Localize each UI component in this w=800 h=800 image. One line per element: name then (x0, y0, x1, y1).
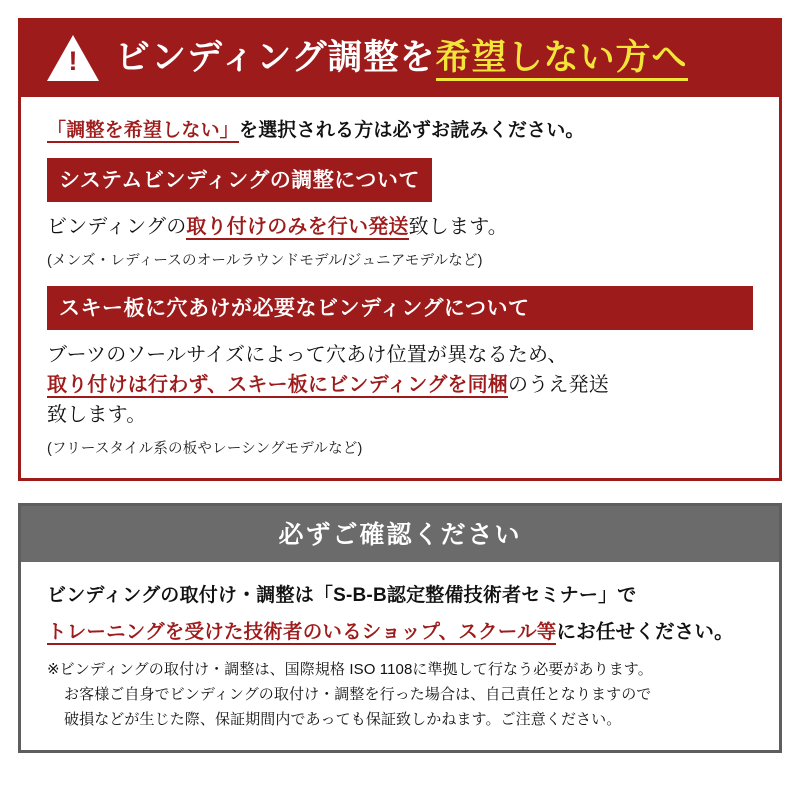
section-system-binding-body (47, 212, 753, 242)
panel-two-line1: ビンディングの取付け・調整は「S-B-B認定整備技術者セミナー」で (47, 585, 637, 606)
lead-rest: を選択される方は必ずお読みください。 (239, 120, 585, 141)
drill-line2-underline: 取り付けは行わず、スキー板にビンディングを同梱 (47, 374, 508, 396)
section-drilling-binding-heading: スキー板に穴あけが必要なビンディングについて (47, 286, 753, 330)
body-post: 致します。 (408, 216, 509, 238)
no-adjustment-panel (18, 18, 782, 481)
section-system-binding-note: (メンズ・レディースのオールラウンドモデル/ジュニアモデルなど) (47, 253, 483, 269)
fine-print (47, 658, 753, 732)
must-confirm-panel (18, 503, 782, 753)
section-system-binding-heading: システムビンディングの調整について (47, 158, 432, 202)
banner-title-plain: ビンディング調整を (115, 37, 436, 77)
panel-one-banner (21, 21, 779, 97)
drill-line2-post: のうえ発送 (508, 374, 609, 396)
panel-two-banner-title: 必ずご確認ください (21, 506, 779, 562)
warning-triangle-icon: ! (47, 35, 99, 81)
fine-print-line1: ※ビンディングの取付け・調整は、国際規格 ISO 1108に準拠して行なう必要があります。 (47, 661, 653, 678)
body-pre: ビンディングの (47, 216, 187, 238)
panel-two-line2-post: にお任せください。 (556, 621, 734, 643)
panel-two-line2 (47, 616, 753, 644)
banner-title-highlight: 希望しない方へ (436, 38, 688, 81)
panel-one-body (21, 97, 779, 478)
fine-print-line2: お客様ご自身でビンディングの取付け・調整を行った場合は、自己責任となりますので (64, 685, 652, 703)
section-drilling-binding-note: (フリースタイル系の板やレーシングモデルなど) (47, 441, 363, 457)
panel-two-body (21, 562, 779, 750)
drill-line3: 致します。 (47, 404, 147, 426)
section-drilling-binding-body (47, 340, 753, 430)
section-drilling-binding (47, 286, 753, 458)
section-system-binding (47, 158, 753, 270)
drill-line1: ブーツのソールサイズによって穴あけ位置が異なるため、 (47, 344, 568, 366)
panel-two-line2-underline: トレーニングを受けた技術者のいるショップ、スクール等 (47, 621, 557, 643)
fine-print-line3: 破損などが生じた際、保証期間内であっても保証致しかねます。ご注意ください。 (64, 710, 622, 728)
panel-one-title (115, 38, 688, 78)
lead-text (47, 115, 753, 142)
lead-quoted: 「調整を希望しない」 (47, 120, 240, 141)
body-underline: 取り付けのみを行い発送 (186, 216, 409, 238)
